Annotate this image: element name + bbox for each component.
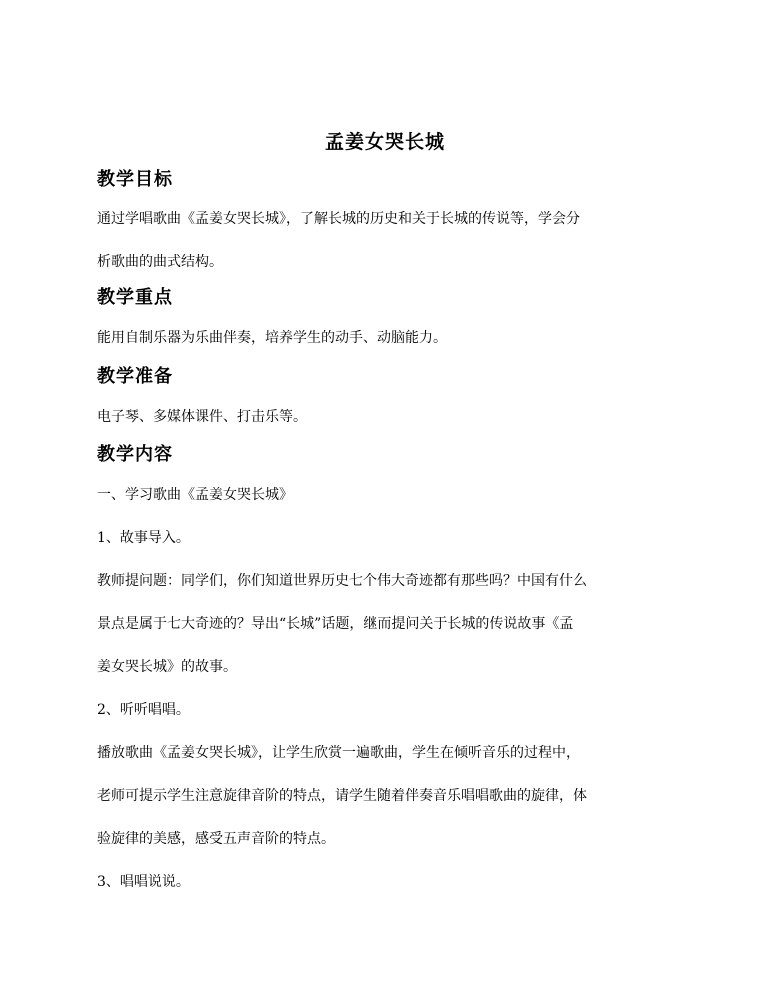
text-line: 2、听听唱唱。 xyxy=(97,702,190,718)
text-line: 姜女哭长城》的故事。 xyxy=(97,659,237,675)
text-line: 景点是属于七大奇迹的？导出“长城”话题，继而提问关于长城的传说故事《孟 xyxy=(97,616,574,632)
text-line: 一、学习歌曲《孟姜女哭长城》 xyxy=(97,487,293,503)
paragraph-content xyxy=(97,474,677,904)
text-line: 析歌曲的曲式结构。 xyxy=(97,254,223,270)
text-line: 1、故事导入。 xyxy=(97,530,190,546)
text-line: 播放歌曲《孟姜女哭长城》，让学生欣赏一遍歌曲，学生在倾听音乐的过程中， xyxy=(97,745,580,761)
text-line: 老师可提示学生注意旋律音阶的特点，请学生随着伴奏音乐唱唱歌曲的旋律，体 xyxy=(97,788,587,804)
paragraph-key-points xyxy=(97,317,677,360)
text-line: 3、唱唱说说。 xyxy=(97,874,190,890)
section-heading-preparation: 教学准备 xyxy=(97,366,173,387)
text-line: 教师提问题：同学们，你们知道世界历史七个伟大奇迹都有那些吗？中国有什么 xyxy=(97,573,587,589)
paragraph-objectives xyxy=(97,198,677,284)
section-heading-content: 教学内容 xyxy=(97,444,173,465)
document-title: 孟姜女哭长城 xyxy=(324,131,445,153)
text-line: 验旋律的美感，感受五声音阶的特点。 xyxy=(97,831,335,847)
section-heading-objectives: 教学目标 xyxy=(97,169,173,190)
text-line: 通过学唱歌曲《孟姜女哭长城》，了解长城的历史和关于长城的传说等，学会分 xyxy=(97,211,580,227)
text-line: 能用自制乐器为乐曲伴奏，培养学生的动手、动脑能力。 xyxy=(97,330,447,346)
paragraph-preparation xyxy=(97,396,677,439)
section-heading-key-points: 教学重点 xyxy=(97,287,173,308)
text-line: 电子琴、多媒体课件、打击乐等。 xyxy=(97,409,307,425)
